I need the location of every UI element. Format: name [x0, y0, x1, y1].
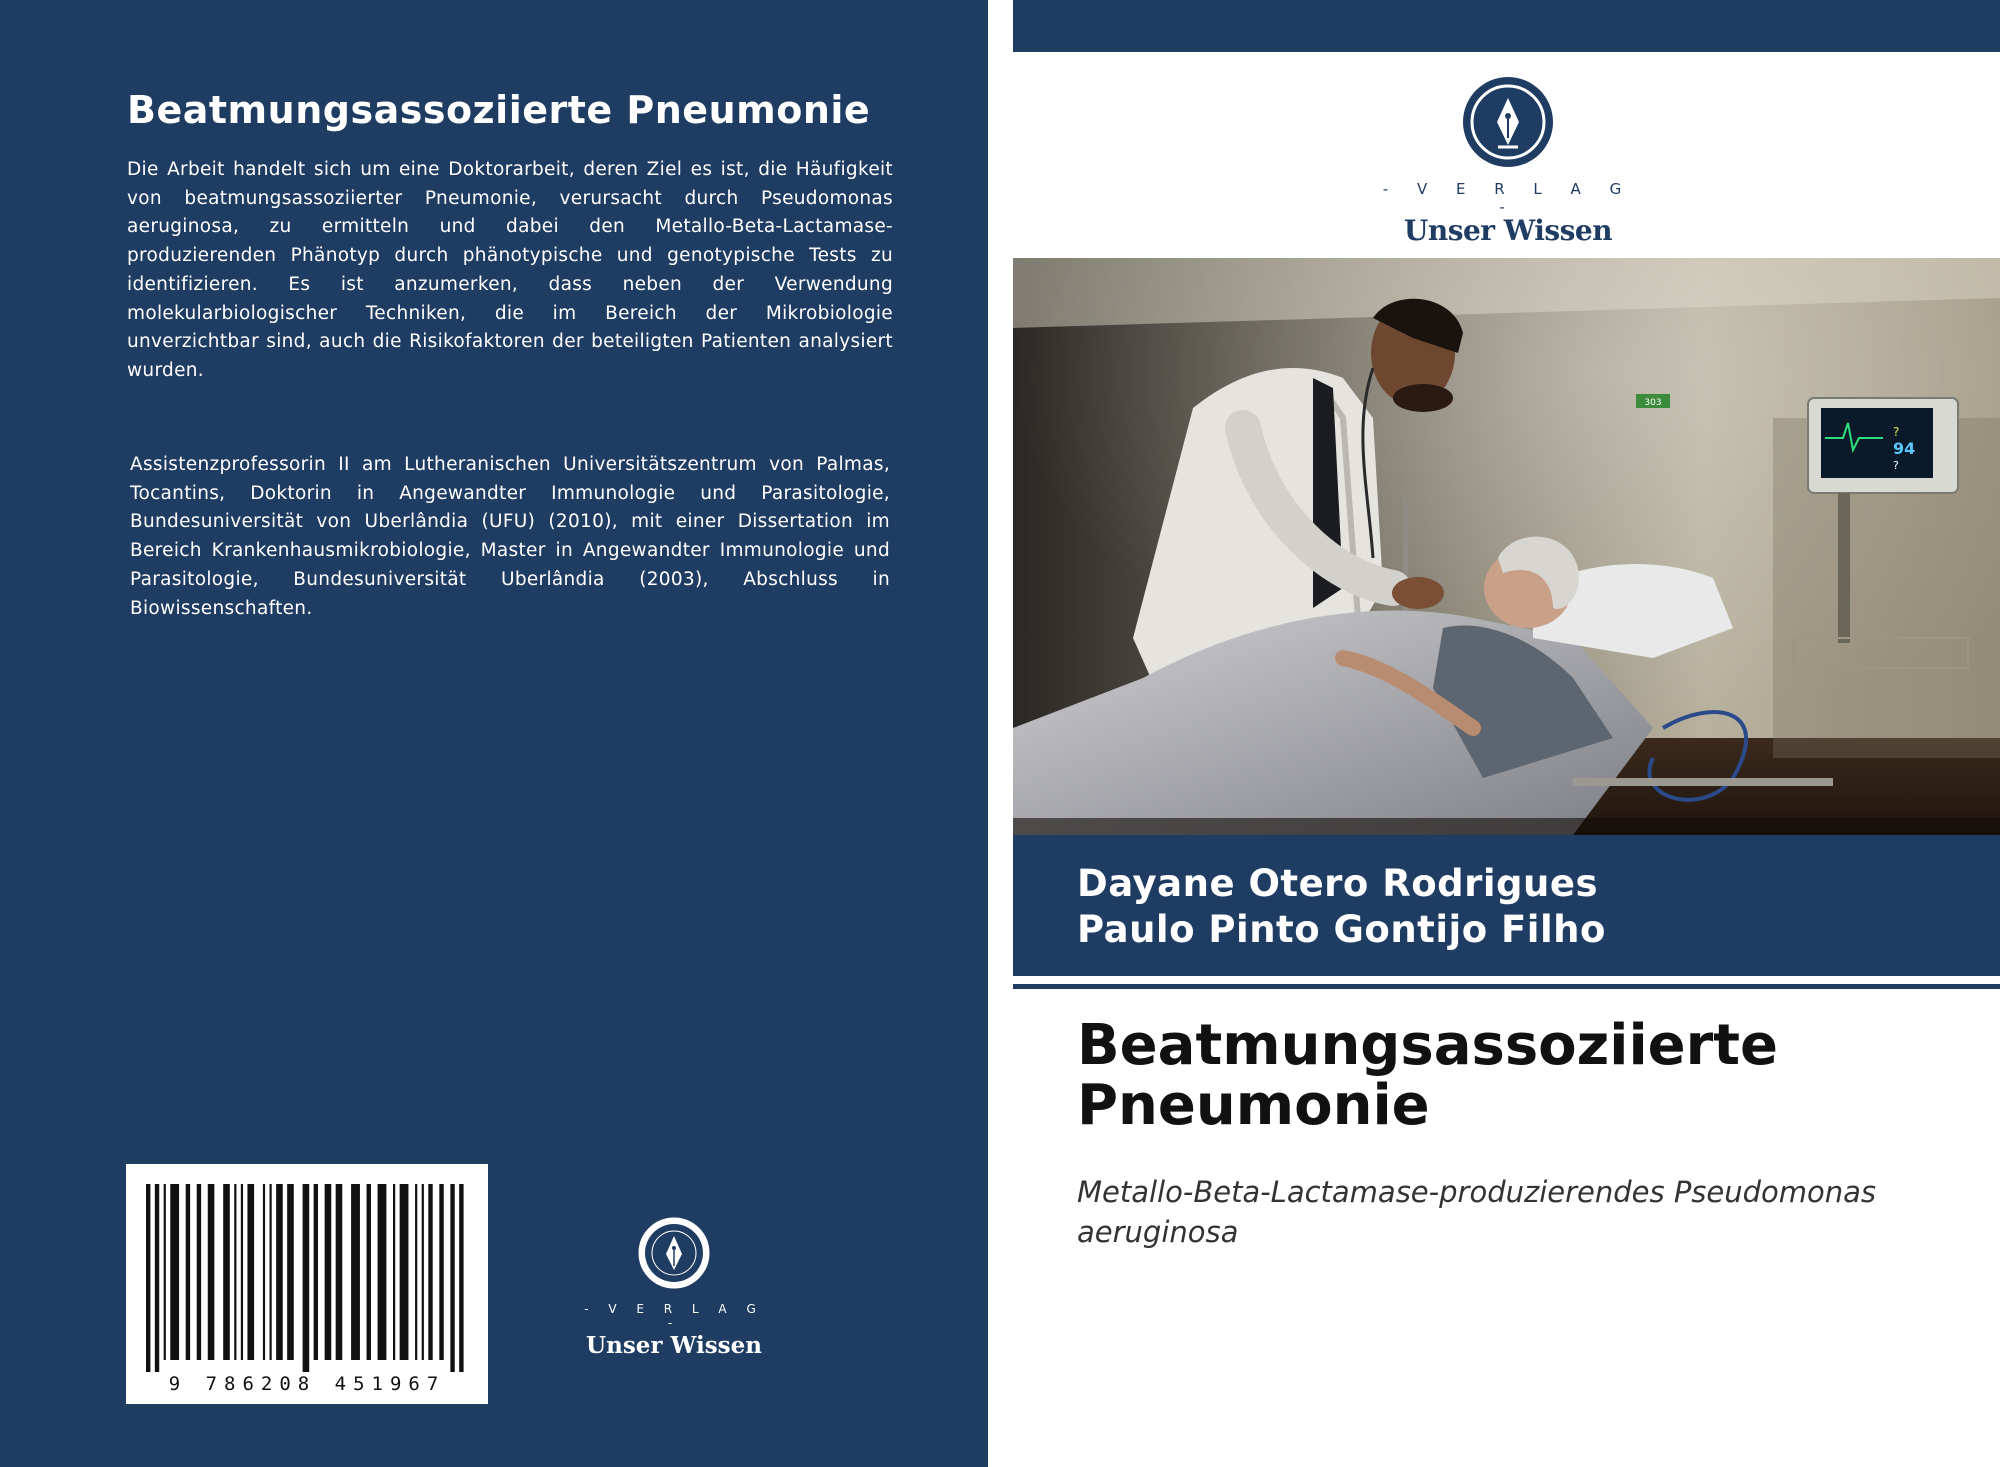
cover-photo: [1013, 258, 2000, 835]
book-title-line-1: Beatmungsassoziierte: [1077, 1013, 1778, 1078]
book-title-line-2: Pneumonie: [1077, 1073, 1430, 1138]
isbn-digits: 9 786208 451967: [168, 1373, 446, 1395]
back-publisher-logo: [574, 1214, 774, 1359]
barcode-bar: [459, 1184, 463, 1372]
barcode-bar: [287, 1184, 294, 1360]
barcode-bar: [241, 1184, 243, 1360]
barcode-bar: [378, 1184, 387, 1360]
author-name: Dayane Otero Rodrigues: [1077, 862, 1598, 905]
barcode-bar: [146, 1184, 150, 1372]
barcode-bar: [164, 1184, 166, 1360]
barcode-bar: [450, 1184, 454, 1372]
room-number: 303: [1644, 398, 1662, 408]
barcode-bar: [270, 1184, 272, 1360]
barcode-bar: [155, 1184, 159, 1372]
divider: [1013, 984, 2000, 989]
back-cover: [0, 0, 988, 1467]
svg-text:94: 94: [1893, 439, 1916, 458]
spine: [988, 0, 1013, 1467]
hospital-scene-illustration: [1013, 258, 2000, 835]
author-bio: Assistenzprofessorin II am Lutheranischen Universitätszentrum von Palmas, Tocantins, Doktorin in Angewandter Immunologie und Parasitologie, Bundesuniversität von Uberlândia (UFU) (2010), mit einer Dissertation im Bereich Krankenhausmikrobiologie, Master in Angewandter Immunologie und Parasitologie, Bundesuniversität Uberlândia (2003), Abschluss in Biowissenschaften.: [130, 454, 890, 619]
barcode-bar: [247, 1184, 254, 1360]
pen-nib-icon: [574, 1214, 774, 1292]
author-band: [1013, 835, 2000, 976]
barcode-bar: [263, 1184, 265, 1360]
front-logo-verlag: - V E R L A G -: [1382, 180, 1634, 216]
svg-text:?: ?: [1893, 459, 1899, 472]
front-top-band: [1013, 0, 2000, 52]
barcode-bar: [234, 1184, 236, 1360]
barcode-bar: [186, 1184, 190, 1360]
barcode-bar: [439, 1184, 443, 1360]
barcode-bar: [367, 1184, 371, 1360]
back-cover-title: Beatmungsassoziierte Pneumonie: [127, 88, 871, 132]
barcode-bar: [422, 1184, 424, 1360]
back-logo-verlag: - V E R L A G -: [584, 1302, 764, 1330]
barcode-bar: [325, 1184, 332, 1360]
svg-text:?: ?: [1893, 425, 1900, 439]
barcode-bar: [208, 1184, 215, 1360]
barcode-bar: [303, 1184, 310, 1372]
barcode-bar: [415, 1184, 417, 1360]
barcode-bar: [400, 1184, 409, 1360]
barcode-bar: [170, 1184, 179, 1360]
barcode-bars: [126, 1164, 488, 1404]
isbn-barcode: [126, 1164, 488, 1404]
barcode-bar: [428, 1184, 432, 1360]
book-subtitle: Metallo-Beta-Lactamase-produzierendes Pseudomonas aeruginosa: [1077, 1175, 1877, 1249]
barcode-bar: [223, 1184, 230, 1360]
barcode-bar: [314, 1184, 318, 1360]
book-summary: Die Arbeit handelt sich um eine Doktorarbeit, deren Ziel es ist, die Häufigkeit von beatmungsassoziierter Pneumonie, verursacht durch Pseudomonas aeruginosa, zu ermitteln und dabei den Metallo-Beta-Lactamase-produzierenden Phänotyp durch phänotypische und genotypische Tests zu identifizieren. Es ist anzumerken, dass neben der Verwendung molekularbiologischer Techniken, die im Bereich der Mikrobiologie unverzichtbar sind, auch die Risikofaktoren der beteiligten Patienten analysiert wurden.: [127, 159, 893, 381]
book-title: [1077, 1013, 1977, 1138]
back-logo-name: Unser Wissen: [586, 1332, 762, 1359]
front-publisher-logo: [1373, 72, 1643, 247]
front-logo-name: Unser Wissen: [1403, 214, 1613, 247]
barcode-bar: [197, 1184, 201, 1360]
barcode-bar: [336, 1184, 343, 1360]
barcode-bar: [351, 1184, 360, 1360]
barcode-bar: [276, 1184, 283, 1360]
barcode-bar: [393, 1184, 395, 1360]
pen-nib-icon: [1458, 72, 1558, 172]
front-cover: [1013, 0, 2000, 1467]
author-name: Paulo Pinto Gontijo Filho: [1077, 908, 1606, 951]
